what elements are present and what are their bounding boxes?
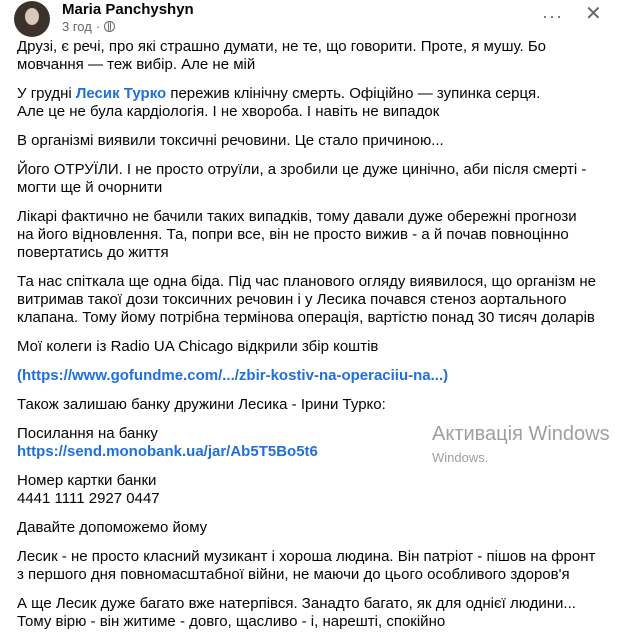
paragraph-2-rest: пережив клінічну смерть. Офіційно — зупинка серця.	[166, 85, 541, 102]
paragraph-7: Мої колеги із Radio UA Chicago відкрили збір коштів	[17, 338, 379, 355]
paragraph-3: В організмі виявили токсичні речовини. Це стало причиною...	[17, 132, 444, 149]
paragraph-1: Друзі, є речі, про які страшно думати, не те, що говорити. Проте, я мушу. Бо мовчання — теж вибір. Але не мій	[17, 38, 547, 73]
paragraph-2-line2: Але це не була кардіологія. І не хвороба. І навіть не випадок	[17, 103, 440, 120]
paragraph-9: Також залишаю банку дружини Лесика - Ірини Турко:	[17, 396, 386, 413]
more-horizontal-icon[interactable]: ···	[542, 6, 563, 26]
paragraph-2	[17, 85, 597, 121]
watermark-title: Активація Windows	[432, 423, 610, 445]
gofundme-link[interactable]: (https://www.gofundme.com/.../zbir-kostiv-na-operaciiu-na...)	[17, 367, 449, 384]
paragraph-6: Та нас спіткала ще одна біда. Під час планового огляду виявилося, що організм не витримав такої дози токсичних речовин і у Лесика почався стеноз аортального клапана. Тому йому потрібна термінова операція, вартістю понад 30 тисяч доларів	[17, 273, 596, 326]
monobank-link[interactable]: https://send.monobank.ua/jar/Ab5T5Bo5t6	[17, 443, 318, 460]
card-number: 4441 1111 2927 0447	[17, 490, 160, 507]
paragraph-13: Лесик - не просто класний музикант і хороша людина. Він патріот - пішов на фронт з першого дня повномасштабної війни, не маючи до цього особливого здоров'я	[17, 548, 596, 583]
paragraph-14: А ще Лесик дуже багато вже натерпівся. Занадто багато, як для однієї людини... Тому вірю - він житиме - довго, щасливо - і, нарешті, спокійно	[17, 595, 576, 630]
paragraph-4: Його ОТРУЇЛИ. І не просто отруїли, а зробили це дуже цинічно, аби після смерті - могти ще й очорнити	[17, 161, 587, 196]
paragraph-12: Давайте допоможемо йому	[17, 519, 208, 536]
author-name[interactable]: Maria Panchyshyn	[62, 1, 194, 18]
paragraph-5: Лікарі фактично не бачили таких випадків, тому давали дуже обережні прогнози на його відновлення. Та, попри все, він не просто вижив - а й почав повноцінно повертатись до життя	[17, 208, 577, 261]
mention-link[interactable]: Лесик Турко	[75, 85, 167, 102]
avatar-face	[25, 8, 39, 25]
paragraph-11	[17, 472, 597, 508]
paragraph-2-start: У грудні	[17, 85, 76, 102]
card-number-label: Номер картки банки	[17, 472, 157, 489]
globe-icon[interactable]	[104, 21, 115, 32]
windows-activation-watermark	[432, 422, 610, 466]
post-time[interactable]: 3 год	[62, 19, 92, 34]
meta-separator: ·	[95, 19, 101, 34]
avatar[interactable]	[14, 1, 50, 37]
watermark-subtitle: Windows.	[432, 450, 489, 465]
bank-link-label: Посилання на банку	[17, 425, 158, 442]
close-icon[interactable]: ✕	[585, 3, 602, 25]
post-meta	[62, 19, 115, 34]
paragraph-8	[17, 367, 597, 385]
post-body	[17, 38, 597, 642]
post-header	[14, 0, 614, 40]
